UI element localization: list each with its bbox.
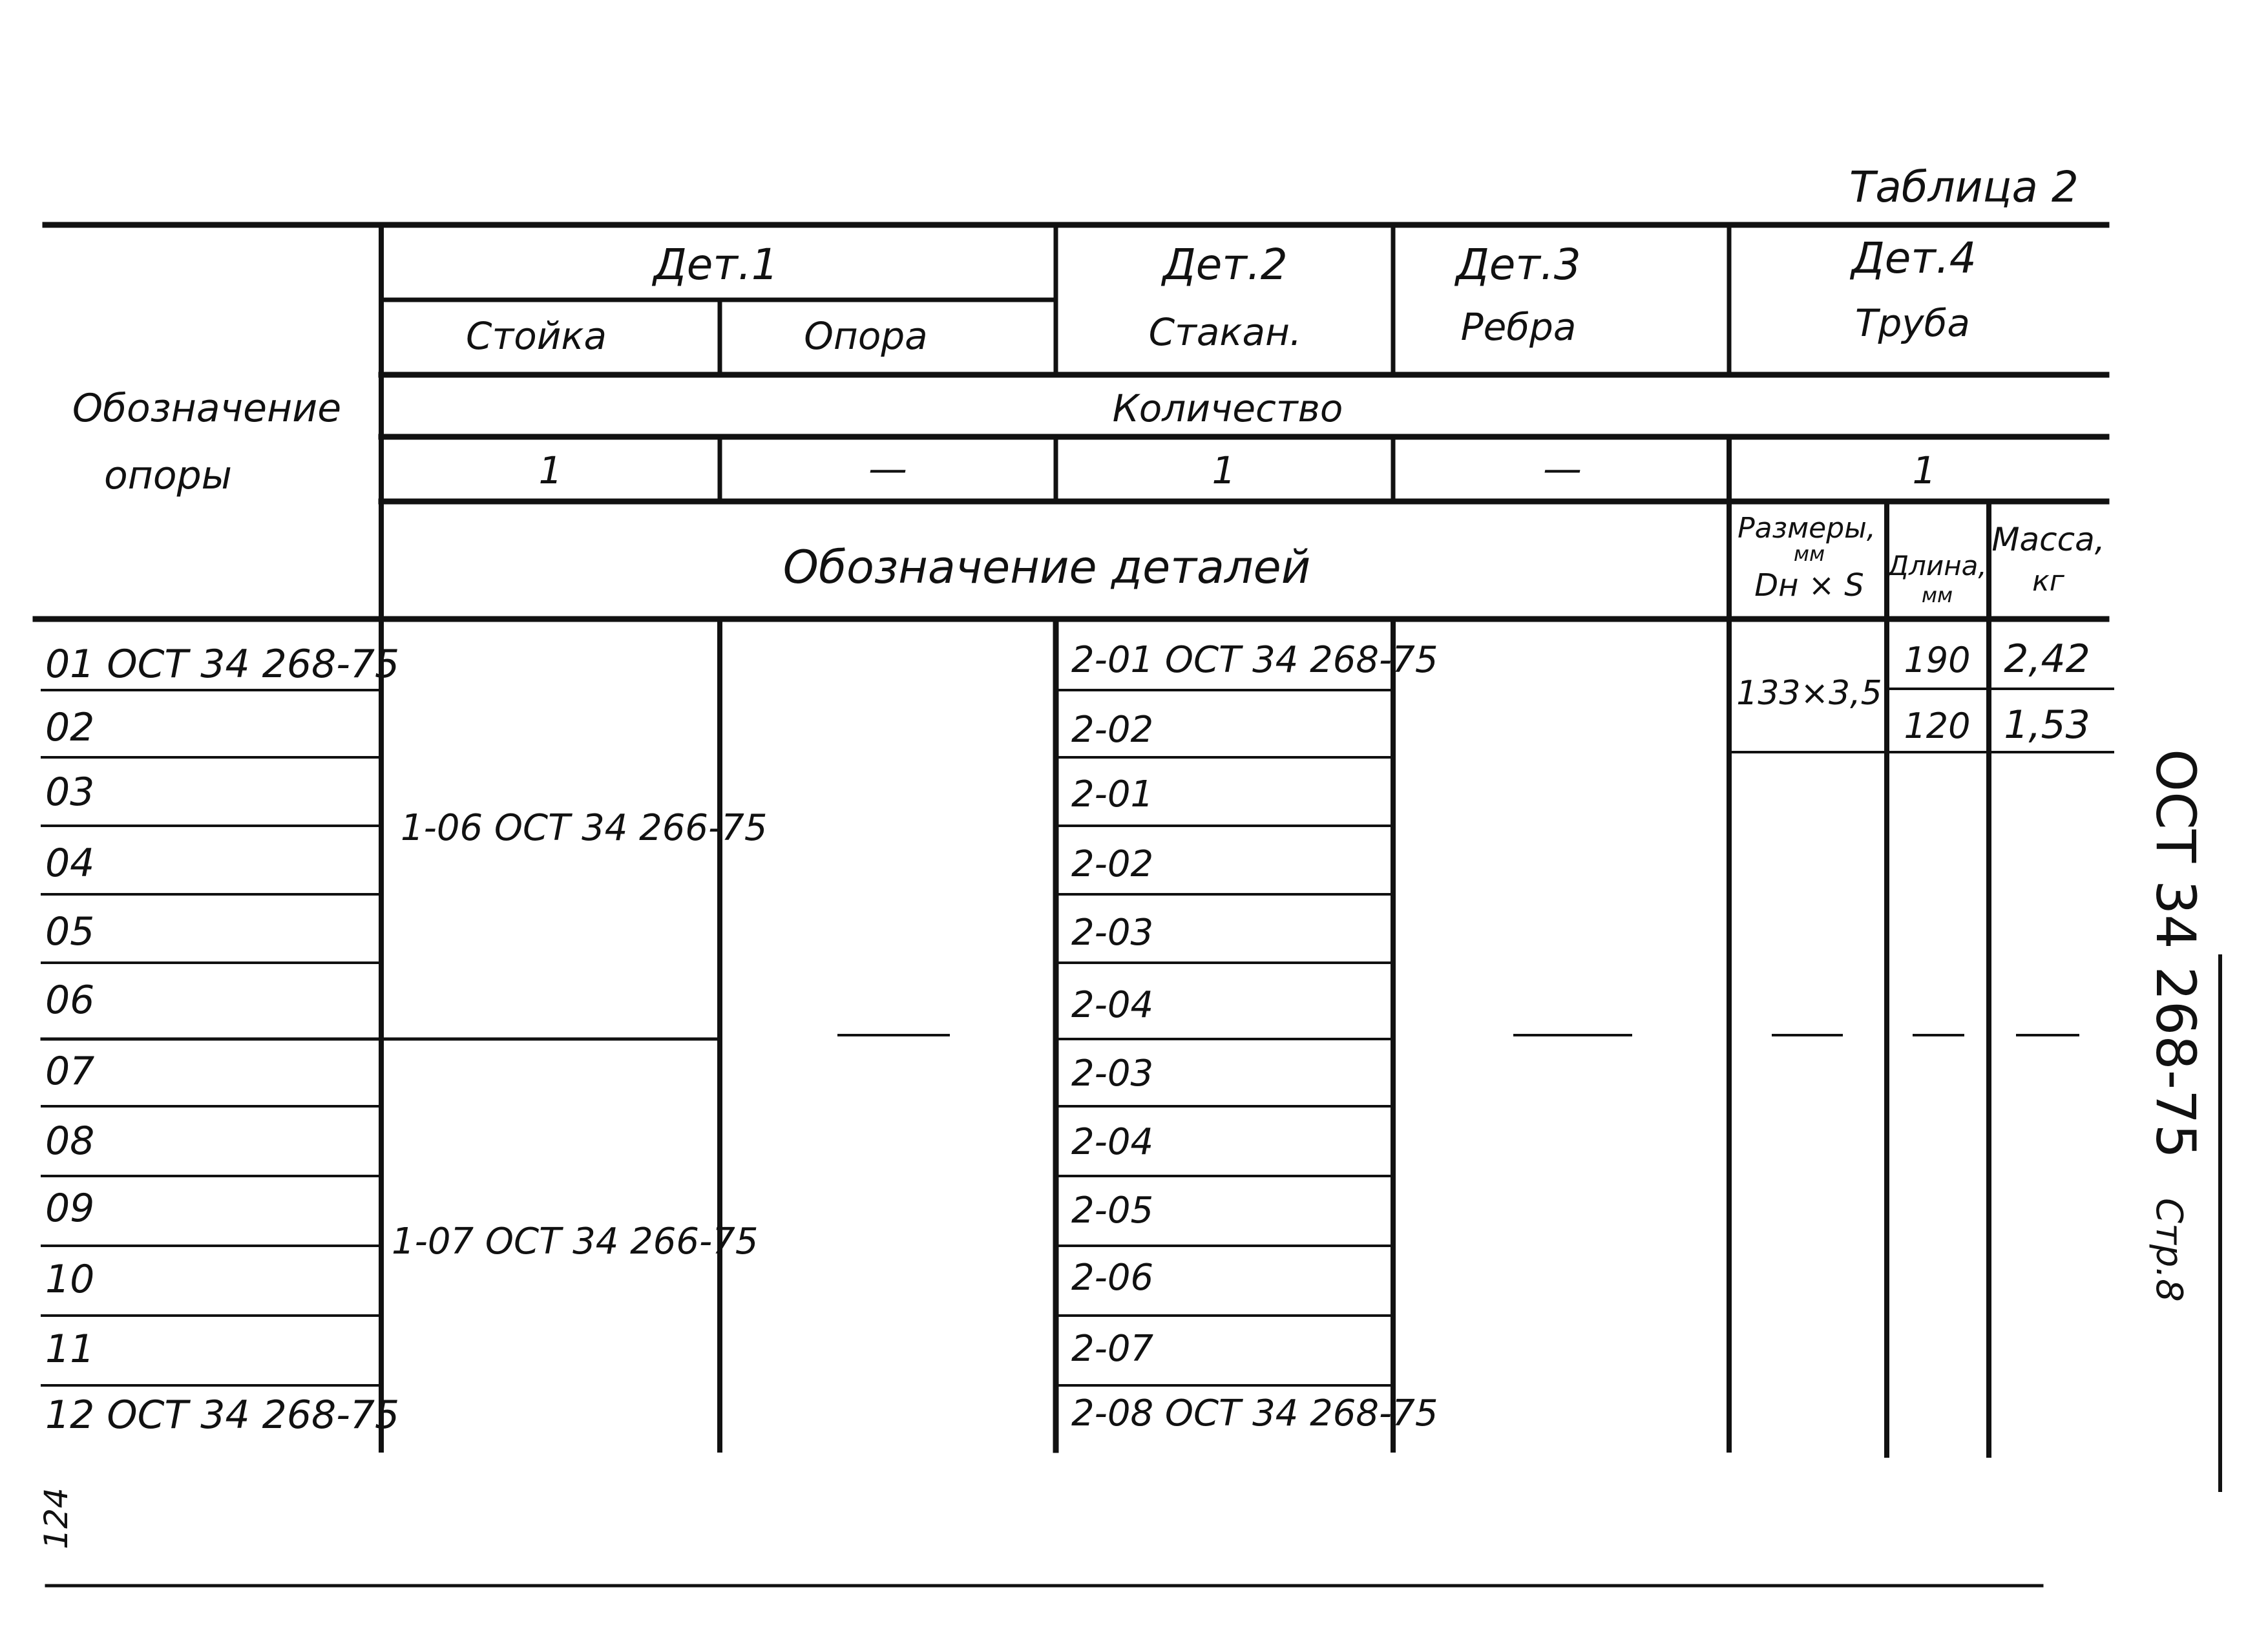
side-stamp-code: ОСТ 34 268-75 bbox=[2144, 749, 2207, 1159]
qty-rebra: — bbox=[1543, 446, 1582, 492]
table-row-stakan-11: 2-07 bbox=[1071, 1328, 1154, 1370]
table-row-opora-10: 10 bbox=[45, 1257, 95, 1302]
table-row-opora-07: 07 bbox=[45, 1049, 95, 1094]
header-dlina bbox=[1886, 550, 1987, 607]
stoika-group-1: 1-06 ОСТ 34 266-75 bbox=[401, 807, 768, 849]
header-det2-name: Стакан. bbox=[1148, 310, 1302, 354]
table-row-opora-08: 08 bbox=[45, 1119, 95, 1164]
table-row-stakan-06: 2-04 bbox=[1071, 984, 1154, 1026]
massa-line2: кг bbox=[2032, 565, 2064, 598]
header-det4-title: Дет.4 bbox=[1851, 233, 1977, 283]
header-razmery bbox=[1738, 512, 1876, 604]
truba-massa-2: 1,53 bbox=[2004, 702, 2090, 748]
qty-stoika: 1 bbox=[538, 448, 563, 492]
page-number-wrap bbox=[37, 1487, 75, 1549]
table-row-opora-04: 04 bbox=[45, 841, 95, 886]
table-row-stakan-01: 2-01 ОСТ 34 268-75 bbox=[1071, 639, 1438, 681]
table-row-opora-02: 02 bbox=[45, 705, 95, 750]
header-det1-opora: Опора bbox=[804, 314, 928, 358]
table-row-stakan-10: 2-06 bbox=[1071, 1257, 1154, 1299]
header-oboznachenie-detalei: Обозначение деталей bbox=[782, 541, 1311, 594]
header-det1-title: Дет.1 bbox=[653, 240, 779, 289]
table-row-stakan-03: 2-01 bbox=[1071, 773, 1154, 815]
table-caption: Таблица 2 bbox=[1849, 162, 2079, 212]
table-row-stakan-08: 2-04 bbox=[1071, 1121, 1154, 1163]
side-stamp bbox=[2144, 749, 2207, 1302]
truba-razmery: 133×3,5 bbox=[1736, 674, 1882, 713]
dlina-line2: мм bbox=[1921, 583, 1953, 607]
table-row-stakan-09: 2-05 bbox=[1071, 1190, 1154, 1232]
table-row-stakan-04: 2-02 bbox=[1071, 843, 1154, 885]
qty-opora: — bbox=[868, 446, 907, 492]
header-det3-title: Дет.3 bbox=[1456, 240, 1581, 289]
table-row-stakan-05: 2-03 bbox=[1071, 912, 1154, 954]
header-oboznachenie-opory bbox=[72, 386, 341, 498]
header-massa bbox=[1991, 521, 2105, 598]
table-row-opora-03: 03 bbox=[45, 770, 95, 815]
page-number: 124 bbox=[37, 1487, 75, 1549]
header-oboznachenie-line1: Обозначение bbox=[72, 386, 342, 431]
dlina-line1: Длина, bbox=[1887, 550, 1987, 582]
header-det4-name: Труба bbox=[1855, 301, 1970, 345]
header-det3-name: Ребра bbox=[1460, 305, 1577, 349]
header-oboznachenie-line2: опоры bbox=[103, 453, 233, 498]
table-row-opora-06: 06 bbox=[45, 978, 95, 1023]
truba-dlina-2: 120 bbox=[1904, 706, 1971, 746]
truba-massa-1: 2,42 bbox=[2004, 636, 2090, 682]
qty-truba: 1 bbox=[1912, 448, 1937, 492]
table-row-opora-05: 05 bbox=[45, 909, 95, 954]
header-kolichestvo: Количество bbox=[1112, 386, 1343, 430]
table-row-stakan-07: 2-03 bbox=[1071, 1053, 1154, 1095]
table-row-stakan-02: 2-02 bbox=[1071, 709, 1154, 751]
stoika-group-2: 1-07 ОСТ 34 266-75 bbox=[392, 1221, 759, 1263]
table-row-opora-11: 11 bbox=[45, 1327, 95, 1372]
table-row-opora-12: 12 ОСТ 34 268-75 bbox=[45, 1392, 400, 1438]
side-stamp-page: Стр.8 bbox=[2148, 1198, 2190, 1302]
table-row-opora-01: 01 ОСТ 34 268-75 bbox=[45, 642, 400, 687]
qty-stakan: 1 bbox=[1212, 448, 1236, 492]
massa-line1: Масса, bbox=[1991, 521, 2105, 558]
razmery-line1: Размеры, bbox=[1738, 512, 1876, 545]
header-det2-title: Дет.2 bbox=[1162, 240, 1288, 289]
razmery-line3: Dн × S bbox=[1754, 567, 1864, 604]
truba-dlina-1: 190 bbox=[1904, 640, 1971, 680]
header-det1-stoika: Стойка bbox=[465, 314, 607, 358]
table-row-opora-09: 09 bbox=[45, 1186, 95, 1231]
razmery-line2: мм bbox=[1793, 541, 1825, 566]
table-row-stakan-12: 2-08 ОСТ 34 268-75 bbox=[1071, 1392, 1438, 1434]
